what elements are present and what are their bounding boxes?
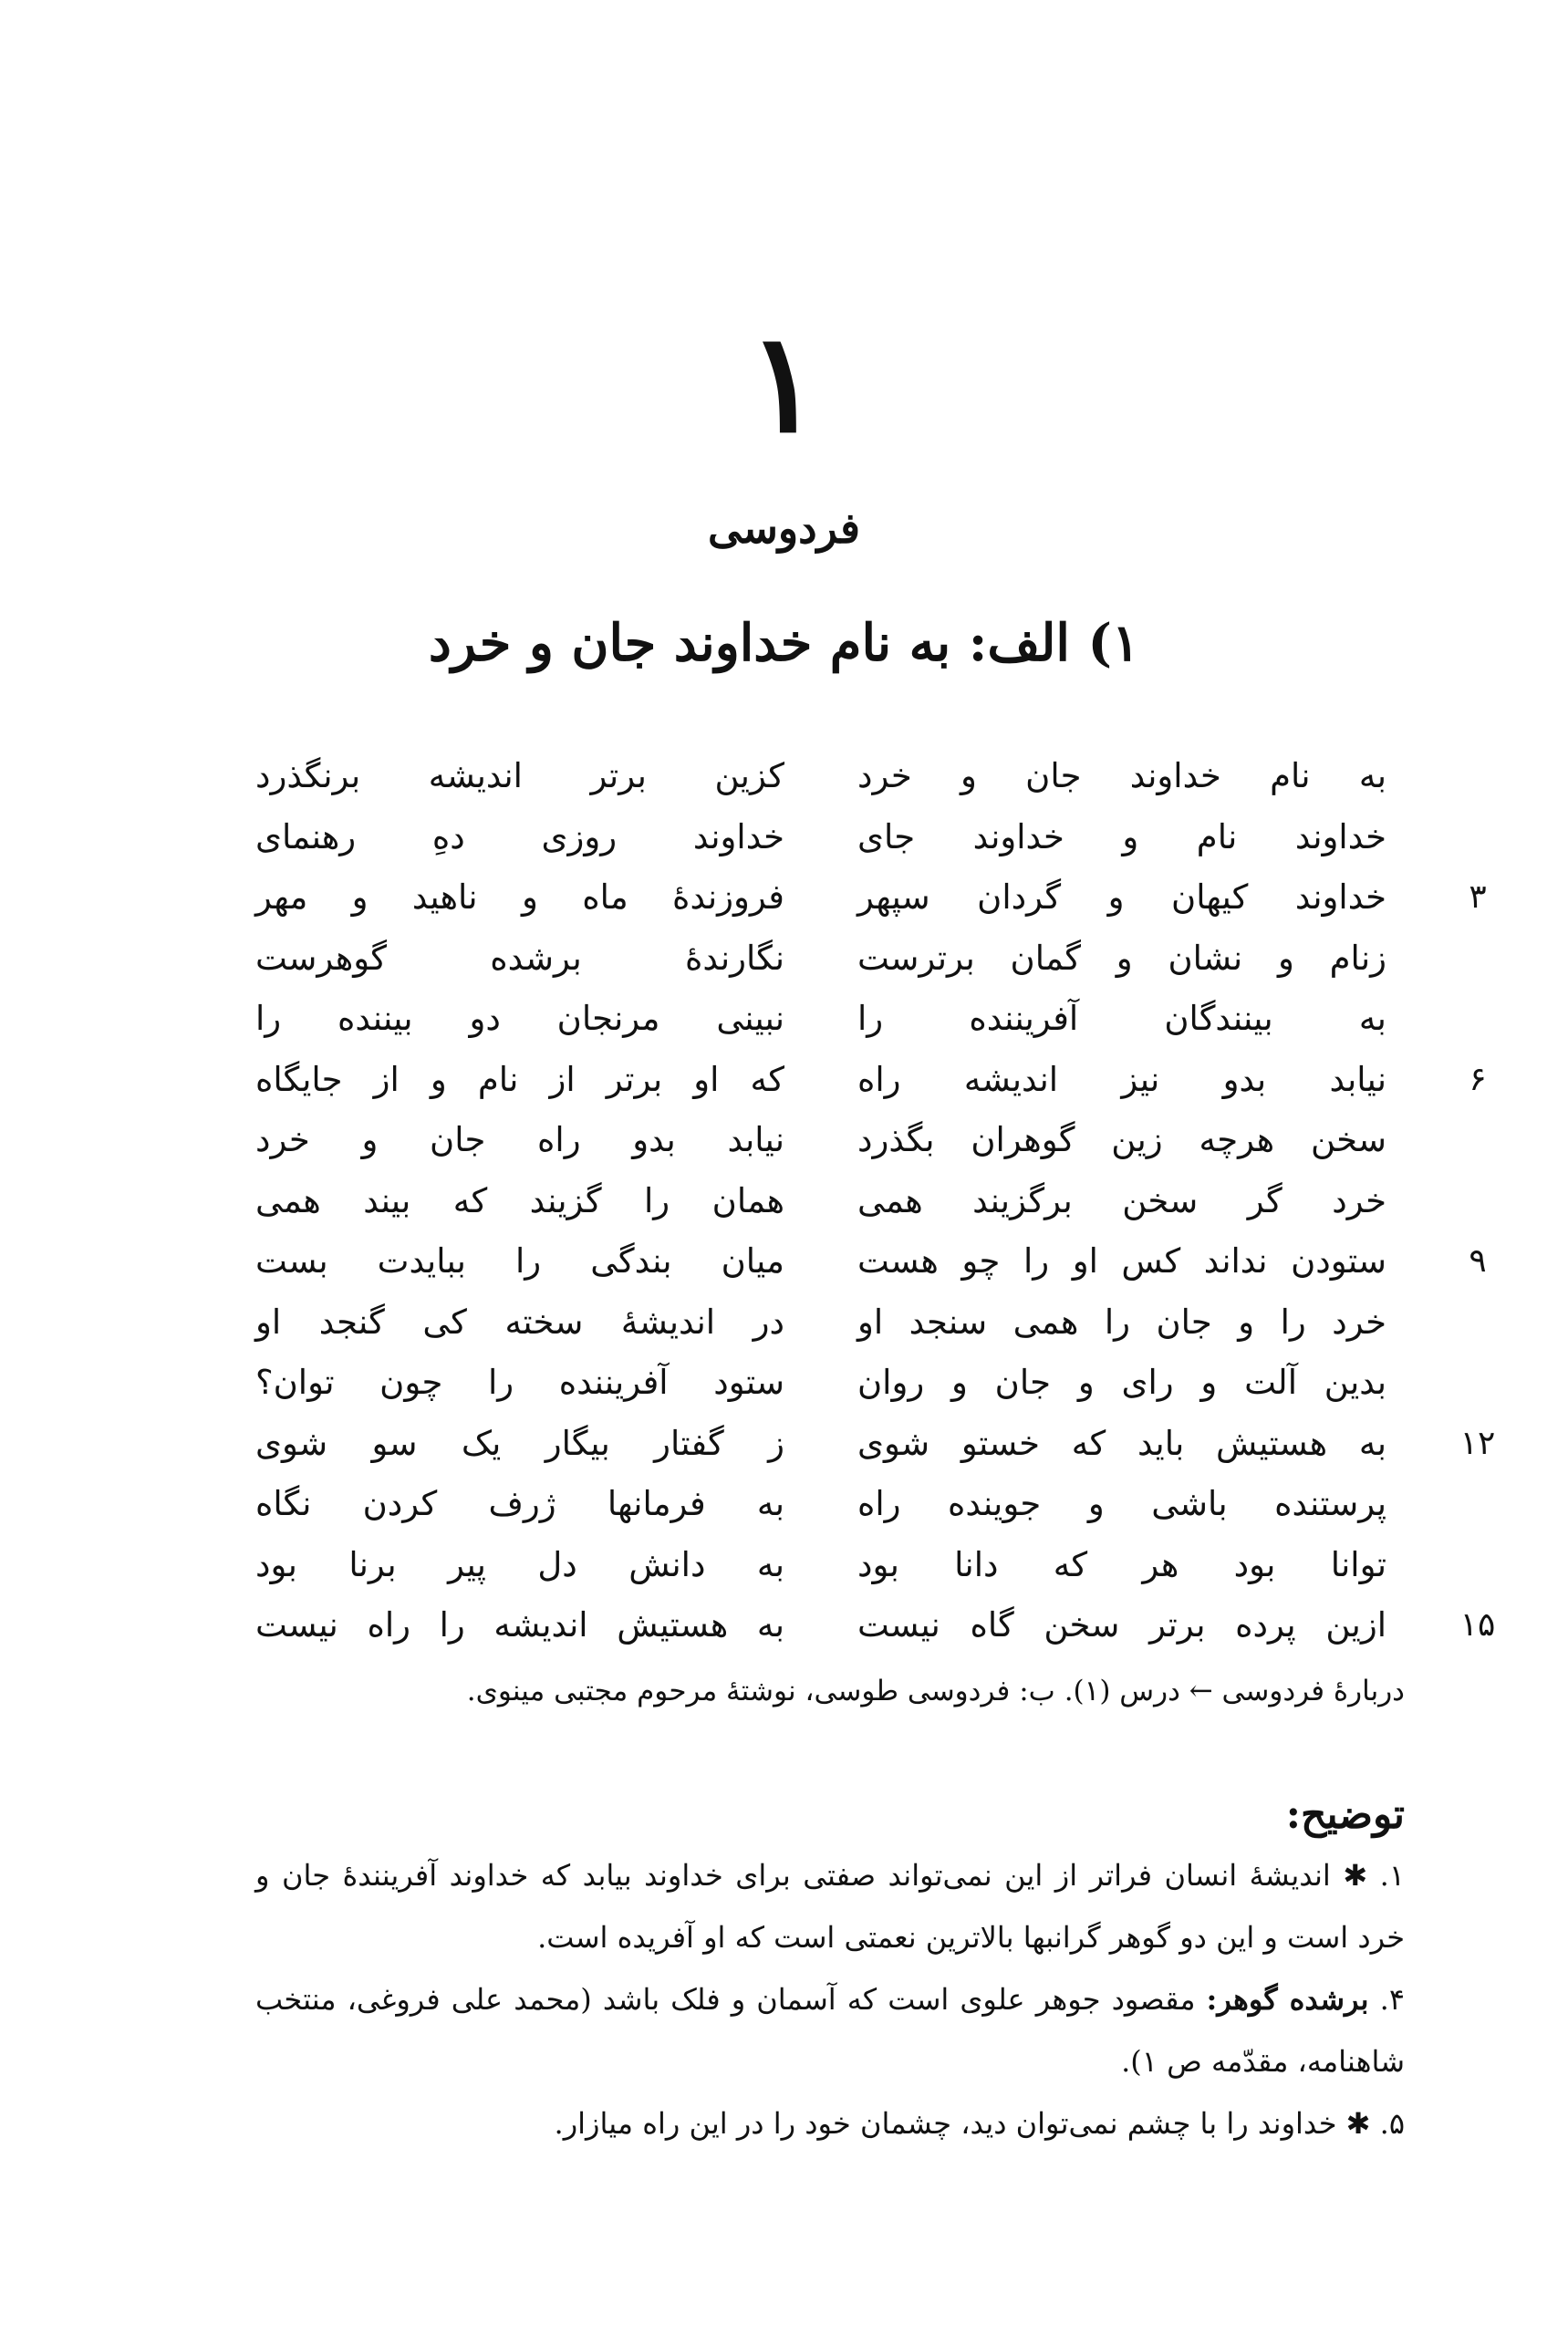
first-hemistich: خرد را و جان را همی سنجد او <box>857 1302 1386 1342</box>
note-4-term: برشده گوهر: <box>1206 1982 1369 2017</box>
source-note: دربارهٔ فردوسی ← درس (۱). ب: فردوسی طوسی، نوشتهٔ مرحوم مجتبی مینوی. <box>466 1675 1405 1707</box>
second-hemistich: فروزندهٔ ماه و ناهید و مهر <box>255 877 784 917</box>
first-hemistich: ستودن نداند کس او را چو هست <box>857 1241 1386 1281</box>
second-hemistich: به هستیش اندیشه را راه نیست <box>255 1605 784 1645</box>
second-hemistich: نگارندهٔ برشده گوهرست <box>255 938 784 978</box>
poet-name: فردوسی <box>708 503 860 553</box>
verse <box>255 746 1514 807</box>
second-hemistich: نیابد بدو راه جان و خرد <box>255 1120 784 1159</box>
verse <box>255 989 1514 1050</box>
note-4-text: مقصود جوهر علوی است که آسمان و فلک باشد (محمد علی فروغی، منتخب شاهنامه، مقدّمه ص ۱). <box>255 1982 1405 2079</box>
first-hemistich: خرد گر سخن برگزیند همی <box>857 1180 1386 1220</box>
verse <box>255 1595 1514 1656</box>
verse <box>255 1353 1514 1414</box>
verse <box>255 929 1514 990</box>
second-hemistich: ستود آفریننده را چون توان؟ <box>255 1363 784 1402</box>
verse <box>255 1171 1514 1232</box>
verse-number: ۹ <box>1469 1242 1487 1280</box>
explanation-section <box>255 1786 1405 2154</box>
verse <box>255 1050 1514 1111</box>
explanation-note-1: ۱. ✱ اندیشهٔ انسان فراتر از این نمی‌تواند صفتی برای خداوند بیابد که خداوند آفرینندهٔ جان و خرد است و این دو گوهر گرانبها بالاترین نعمتی است که او آفریده است. <box>255 1858 1405 1955</box>
first-hemistich: بدین آلت و رای و جان و روان <box>857 1363 1386 1402</box>
second-hemistich: خداوند روزی دهِ رهنمای <box>255 816 784 856</box>
first-hemistich: به نام خداوند جان و خرد <box>857 756 1386 795</box>
note-4-number: ۴. <box>1368 1982 1406 2017</box>
chapter-number: ۱ <box>747 303 821 463</box>
second-hemistich: میان بندگی را ببایدت بست <box>255 1241 784 1281</box>
first-hemistich: زنام و نشان و گمان برترست <box>857 938 1386 978</box>
explanation-heading: توضیح: <box>1285 1791 1405 1838</box>
verse <box>255 1474 1514 1535</box>
second-hemistich: در اندیشهٔ سخته کی گنجد او <box>255 1302 784 1342</box>
verse <box>255 807 1514 868</box>
second-hemistich: ز گفتار بیگار یک سو شوی <box>255 1423 784 1463</box>
first-hemistich: خداوند نام و خداوند جای <box>857 816 1386 856</box>
first-hemistich: به هستیش باید که خستو شوی <box>857 1423 1386 1463</box>
first-hemistich: ازین پرده برتر سخن گاه نیست <box>857 1605 1386 1645</box>
first-hemistich: نیابد بدو نیز اندیشه راه <box>857 1059 1386 1099</box>
verse <box>255 1535 1514 1596</box>
verse <box>255 1414 1514 1475</box>
verse <box>255 1110 1514 1171</box>
poem <box>255 746 1514 1656</box>
verse-number: ۱۲ <box>1459 1424 1496 1462</box>
second-hemistich: کزین برتر اندیشه برنگذرد <box>255 756 784 795</box>
second-hemistich: به دانش دل پیر برنا بود <box>255 1544 784 1584</box>
second-hemistich: به فرمانها ژرف کردن نگاه <box>255 1484 784 1523</box>
poem-title: ۱) الف: به نام خداوند جان و خرد <box>428 613 1140 673</box>
verse-number: ۱۵ <box>1459 1606 1496 1644</box>
verse-number: ۶ <box>1469 1060 1487 1098</box>
explanation-note-5: ۵. ✱ خداوند را با چشم نمی‌توان دید، چشمان خود را در این راه میازار. <box>554 2106 1405 2141</box>
second-hemistich: همان را گزیند که بیند همی <box>255 1180 784 1220</box>
verse <box>255 1292 1514 1354</box>
first-hemistich: سخن هرچه زین گوهران بگذرد <box>857 1120 1386 1159</box>
explanation-note-4 <box>255 1968 1405 2092</box>
second-hemistich: که او برتر از نام و از جایگاه <box>255 1059 784 1099</box>
verse-number: ۳ <box>1469 878 1487 916</box>
first-hemistich: توانا بود هر که دانا بود <box>857 1544 1386 1584</box>
verse <box>255 1231 1514 1292</box>
first-hemistich: پرستنده باشی و جوینده راه <box>857 1484 1386 1523</box>
second-hemistich: نبینی مرنجان دو بیننده را <box>255 999 784 1038</box>
first-hemistich: خداوند کیهان و گردان سپهر <box>857 877 1386 917</box>
first-hemistich: به بینندگان آفریننده را <box>857 999 1386 1038</box>
verse <box>255 867 1514 929</box>
